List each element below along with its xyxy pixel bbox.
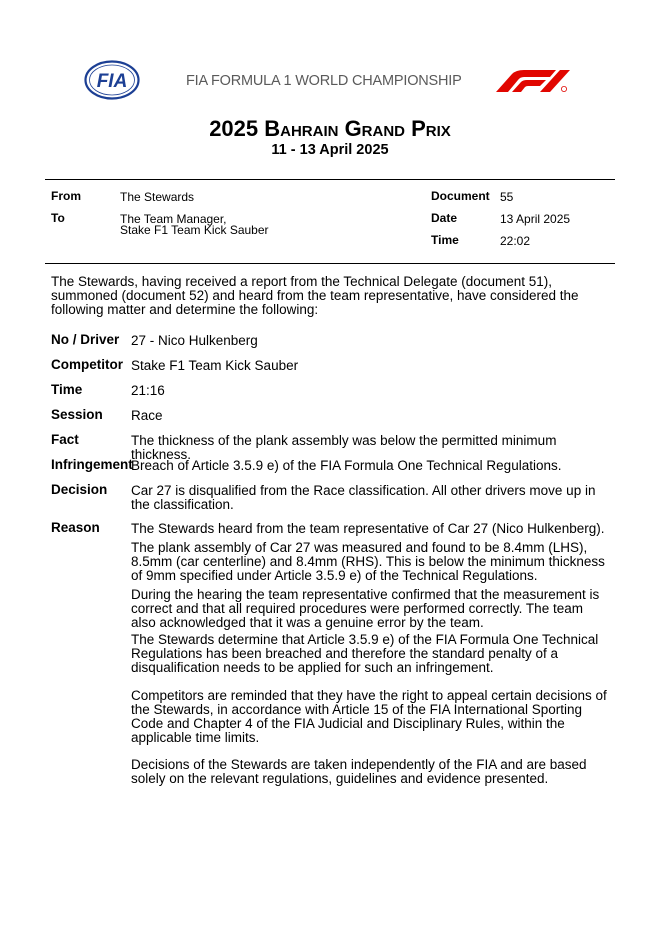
top-divider bbox=[45, 179, 615, 180]
appeal-notice: Competitors are reminded that they have the right to appeal certain decisions of the Stewards, in accordance with Article 15 of the FIA International Sporting Code and Chapter 4 of the FIA Judicial and Disciplinary Rules, within the applicable time limits. bbox=[131, 688, 607, 745]
to-value-line1: The Team Manager, bbox=[120, 212, 227, 226]
document-label: Document bbox=[431, 189, 490, 203]
time-row-label: Time bbox=[51, 382, 83, 397]
fia-logo-icon bbox=[84, 60, 140, 100]
competitor-label: Competitor bbox=[51, 357, 123, 372]
fia-logo-text: FIA bbox=[96, 71, 128, 92]
infringement-value: Breach of Article 3.5.9 e) of the FIA Formula One Technical Regulations. bbox=[131, 458, 562, 473]
bottom-divider bbox=[45, 263, 615, 264]
date-value: 13 April 2025 bbox=[500, 212, 571, 226]
session-label: Session bbox=[51, 407, 103, 422]
time-value: 22:02 bbox=[500, 234, 531, 248]
document-value: 55 bbox=[500, 190, 514, 204]
event-title-text: 2025 Bahrain Grand Prix bbox=[209, 116, 451, 141]
decision-value: Car 27 is disqualified from the Race classification. All other drivers move up in the classification. bbox=[131, 483, 596, 512]
from-label: From bbox=[51, 189, 81, 203]
driver-value: 27 - Nico Hulkenberg bbox=[131, 333, 258, 348]
driver-label: No / Driver bbox=[51, 332, 120, 347]
reason-label: Reason bbox=[51, 520, 100, 535]
to-label: To bbox=[51, 211, 65, 225]
reason-paragraph: The plank assembly of Car 27 was measured and found to be 8.4mm (LHS), 8.5mm (car centerline) and 8.4mm (RHS). This is below the minimum thickness of 9mm specified under Article 3.5.9 e) of the Technical Regulations. bbox=[131, 540, 605, 583]
intro-paragraph: The Stewards, having received a report from the Technical Delegate (document 51), summoned (document 52) and heard from the team representative, have considered the following matter and determine the following: bbox=[51, 274, 579, 317]
fact-label: Fact bbox=[51, 432, 79, 447]
championship-title: FIA FORMULA 1 WORLD CHAMPIONSHIP bbox=[186, 73, 462, 89]
from-value: The Stewards bbox=[120, 190, 195, 204]
session-value: Race bbox=[131, 408, 163, 423]
infringement-label: Infringement bbox=[51, 457, 133, 472]
date-label: Date bbox=[431, 211, 458, 225]
reason-paragraph: The Stewards determine that Article 3.5.9 e) of the FIA Formula One Technical Regulations has been breached and therefore the standard penalty of a disqualification needs to be applied for such an infringement. bbox=[131, 632, 599, 675]
competitor-value: Stake F1 Team Kick Sauber bbox=[131, 358, 299, 373]
to-value-line2: Stake F1 Team Kick Sauber bbox=[120, 223, 269, 237]
event-title bbox=[0, 116, 660, 142]
independence-notice: Decisions of the Stewards are taken independently of the FIA and are based solely on the relevant regulations, guidelines and evidence presented. bbox=[131, 757, 587, 786]
time-row-value: 21:16 bbox=[131, 383, 165, 398]
f1-logo-icon bbox=[494, 68, 572, 94]
reason-paragraph: During the hearing the team representative confirmed that the measurement is correct and that all required procedures were performed correctly. The team also acknowledged that it was a genuine error by the team. bbox=[131, 587, 600, 630]
fact-value: The thickness of the plank assembly was below the permitted minimum thickness. bbox=[131, 433, 557, 462]
reason-paragraph: The Stewards heard from the team representative of Car 27 (Nico Hulkenberg). bbox=[131, 521, 605, 536]
time-label: Time bbox=[431, 233, 459, 247]
event-dates: 11 - 13 April 2025 bbox=[271, 142, 389, 158]
decision-label: Decision bbox=[51, 482, 108, 497]
document-header bbox=[0, 0, 660, 110]
